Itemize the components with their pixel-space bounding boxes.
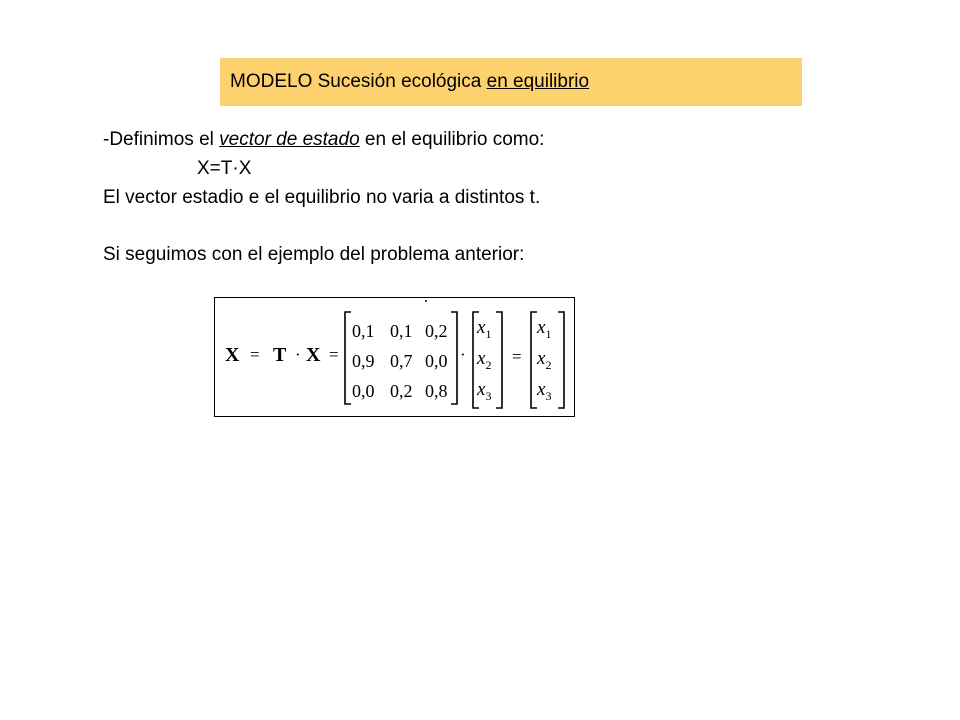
definition-before: -Definimos el (103, 129, 220, 150)
definition-term: vector de estado (219, 129, 360, 150)
dot-operator-2: · (460, 345, 466, 364)
matrix-equation-figure (214, 297, 575, 417)
figure-dot-artifact (425, 300, 427, 302)
equilibrium-formula: X=T·X (197, 158, 252, 179)
definition-line (103, 129, 544, 151)
rhs-vector: X (306, 344, 321, 366)
matrix-cell: 0,2 (425, 321, 448, 341)
matrix-equation-svg (215, 298, 576, 418)
equals-sign-3: = (512, 347, 522, 366)
statement-line: El vector estadio e el equilibrio no varia a distintos t. (103, 187, 541, 208)
title-text: MODELO Sucesión ecológica (230, 71, 487, 92)
vector1-component: $x_2$ (477, 348, 492, 372)
matrix-right-bracket (451, 312, 457, 404)
matrix-cell: 0,2 (390, 381, 413, 401)
matrix-cell: 0,1 (390, 321, 413, 341)
transition-matrix-symbol: T (273, 344, 287, 366)
vector2-component: $x_1$ (537, 317, 552, 341)
equals-sign-1: = (250, 345, 260, 364)
equals-sign-2: = (329, 345, 339, 364)
matrix-cell: 0,0 (352, 381, 375, 401)
vector2-component: $x_2$ (537, 348, 552, 372)
matrix-left-bracket (345, 312, 351, 404)
vector1-component: $x_3$ (477, 379, 492, 403)
matrix-cell: 0,7 (390, 351, 413, 371)
example-intro-line: Si seguimos con el ejemplo del problema anterior: (103, 244, 525, 265)
vector2-right-bracket (558, 312, 564, 408)
vector1-component: $x_1$ (477, 317, 492, 341)
matrix-cell: 0,8 (425, 381, 448, 401)
dot-operator-1: · (295, 345, 301, 364)
vector2-component: $x_3$ (537, 379, 552, 403)
matrix-cell: 0,0 (425, 351, 448, 371)
title-underlined-text: en equilibrio (486, 71, 590, 92)
matrix-cell: 0,1 (352, 321, 375, 341)
title-banner (220, 58, 802, 106)
vector1-right-bracket (496, 312, 502, 408)
lhs-vector: X (225, 344, 240, 366)
matrix-cell: 0,9 (352, 351, 375, 371)
definition-after: en el equilibrio como: (359, 129, 545, 150)
